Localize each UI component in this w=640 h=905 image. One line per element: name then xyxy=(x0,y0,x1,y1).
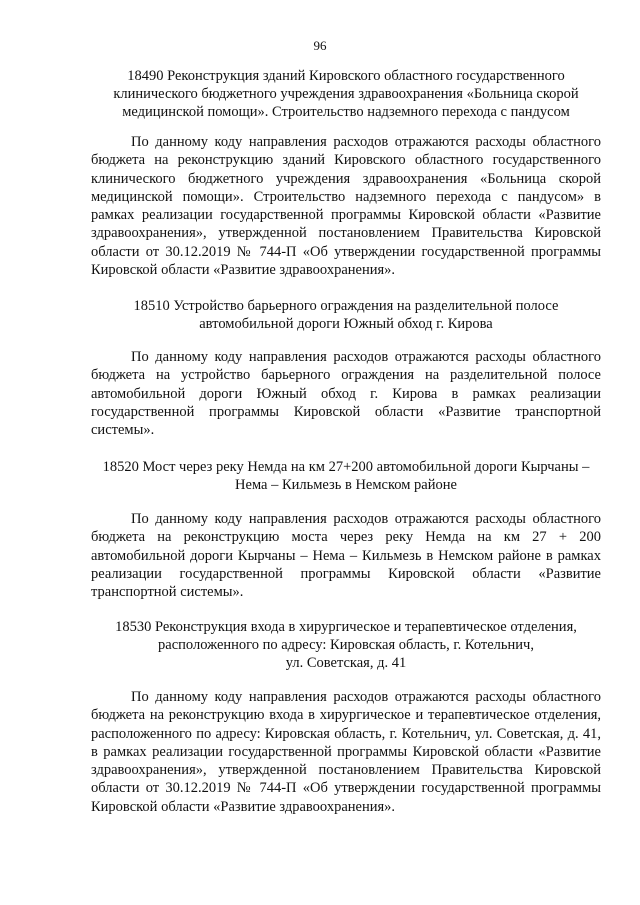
page-number: 96 xyxy=(313,38,327,53)
heading-line: 18530 Реконструкция входа в хирургическое и терапевтическое отделения, xyxy=(115,619,577,635)
section-heading xyxy=(91,67,601,121)
section-18510 xyxy=(91,297,601,333)
heading-line: клинического бюджетного учреждения здравоохранения «Больница скорой xyxy=(113,86,579,102)
section-body: По данному коду направления расходов отражаются расходы областного бюджета на реконструкцию входа в хирургическое и терапевтическое отделения, расположенного по адресу: Кировская область, г. Котельнич, ул. Советская, д. 41, в рамках реализации государственной программы Кировской области «Развитие здравоохранения», утвержденной постановлением Правительства Кировской области от 30.12.2019 № 744-П «Об утверждении государственной программы Кировской области «Развитие здравоохранения». xyxy=(91,689,601,815)
heading-line: ул. Советская, д. 41 xyxy=(285,655,407,671)
section-body-18530 xyxy=(91,688,601,816)
section-18520 xyxy=(91,458,601,494)
section-body-18520 xyxy=(91,510,601,601)
section-heading xyxy=(91,297,601,333)
section-body-18510 xyxy=(91,348,601,439)
heading-line: автомобильной дороги Южный обход г. Кирова xyxy=(199,316,493,332)
section-heading xyxy=(91,458,601,494)
heading-line: Нема – Кильмезь в Немском районе xyxy=(235,477,457,493)
heading-line: медицинской помощи». Строительство надземного перехода с пандусом xyxy=(122,104,570,120)
heading-line: расположенного по адресу: Кировская область, г. Котельнич, xyxy=(158,637,534,653)
section-body: По данному коду направления расходов отражаются расходы областного бюджета на устройство барьерного ограждения на разделительной полосе автомобильной дороги Южный обход г. Кирова в рамках реализации государственной программы Кировской области «Развитие транспортной системы». xyxy=(91,349,601,439)
heading-line: 18520 Мост через реку Немда на км 27+200 автомобильной дороги Кырчаны – xyxy=(102,459,590,475)
section-body-18490 xyxy=(91,133,601,279)
heading-line: 18510 Устройство барьерного ограждения на разделительной полосе xyxy=(133,298,559,314)
section-body: По данному коду направления расходов отражаются расходы областного бюджета на реконструкцию зданий Кировского областного государственного клинического бюджетного учреждения здравоохранения «Больница скорой медицинской помощи». Строительство надземного перехода с пандусом» в рамках реализации государственной программы Кировской области «Развитие здравоохранения», утвержденной постановлением Правительства Кировской области от 30.12.2019 № 744-П «Об утверждении государственной программы Кировской области «Развитие здравоохранения». xyxy=(91,134,601,279)
section-18490 xyxy=(91,67,601,121)
section-heading xyxy=(91,618,601,672)
section-18530 xyxy=(91,618,601,672)
heading-line: 18490 Реконструкция зданий Кировского областного государственного xyxy=(127,68,565,84)
section-body: По данному коду направления расходов отражаются расходы областного бюджета на реконструкцию моста через реку Немда на км 27 + 200 автомобильной дороги Кырчаны – Нема – Кильмезь в Немском районе в рамках реализации государственной программы Кировской области «Развитие транспортной системы». xyxy=(91,511,601,601)
